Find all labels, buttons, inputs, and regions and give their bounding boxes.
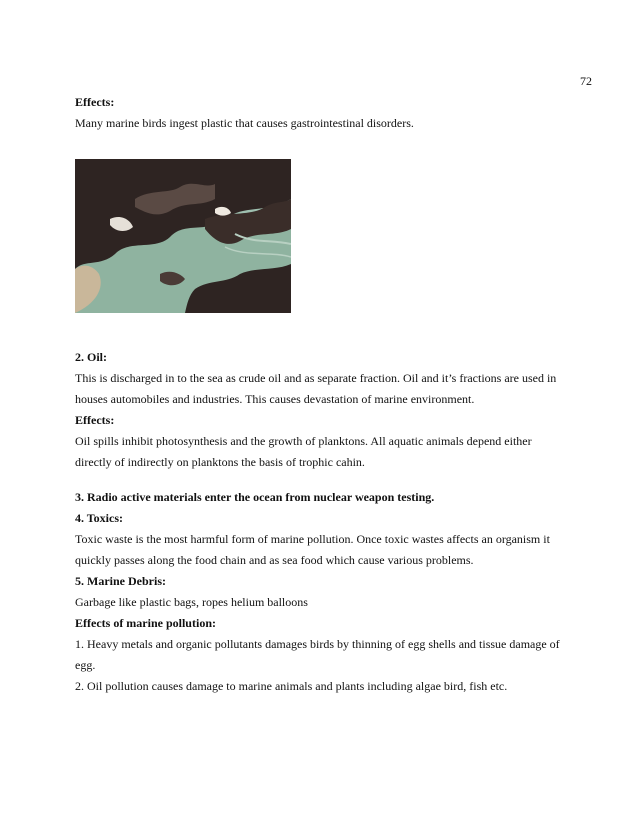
marine-debris-heading: 5. Marine Debris: bbox=[75, 574, 166, 588]
oil-pollution-photo bbox=[75, 159, 291, 313]
oil-heading: 2. Oil: bbox=[75, 350, 107, 364]
oil-effects-line: directly of indirectly on planktons the basis of trophic cahin. bbox=[75, 455, 365, 469]
effects-heading: Effects: bbox=[75, 95, 115, 109]
effects-marine-pollution-heading: Effects of marine pollution: bbox=[75, 616, 216, 630]
effects-list-item-continued: egg. bbox=[75, 658, 96, 672]
toxics-heading: 4. Toxics: bbox=[75, 511, 124, 525]
marine-debris-text: Garbage like plastic bags, ropes helium balloons bbox=[75, 595, 308, 609]
coastline-illustration bbox=[75, 159, 291, 313]
effects-text: Many marine birds ingest plastic that causes gastrointestinal disorders. bbox=[75, 116, 414, 130]
effects-list-item: 2. Oil pollution causes damage to marine animals and plants including algae bird, fish etc. bbox=[75, 679, 508, 693]
toxics-text-line: quickly passes along the food chain and as sea food which cause various problems. bbox=[75, 553, 474, 567]
oil-effects-heading: Effects: bbox=[75, 413, 115, 427]
oil-effects-line: Oil spills inhibit photosynthesis and the growth of planktons. All aquatic animals depend either bbox=[75, 434, 532, 448]
toxics-text-line: Toxic waste is the most harmful form of marine pollution. Once toxic wastes affects an organism it bbox=[75, 532, 550, 546]
radioactive-heading: 3. Radio active materials enter the ocean from nuclear weapon testing. bbox=[75, 490, 435, 504]
page-content bbox=[75, 92, 595, 697]
page-number: 72 bbox=[580, 74, 592, 88]
effects-list-item: 1. Heavy metals and organic pollutants damages birds by thinning of egg shells and tissue damage of bbox=[75, 637, 560, 651]
oil-text-line: houses automobiles and industries. This causes devastation of marine environment. bbox=[75, 392, 475, 406]
oil-text-line: This is discharged in to the sea as crude oil and as separate fraction. Oil and it’s fractions are used in bbox=[75, 371, 557, 385]
spacer bbox=[75, 473, 595, 487]
